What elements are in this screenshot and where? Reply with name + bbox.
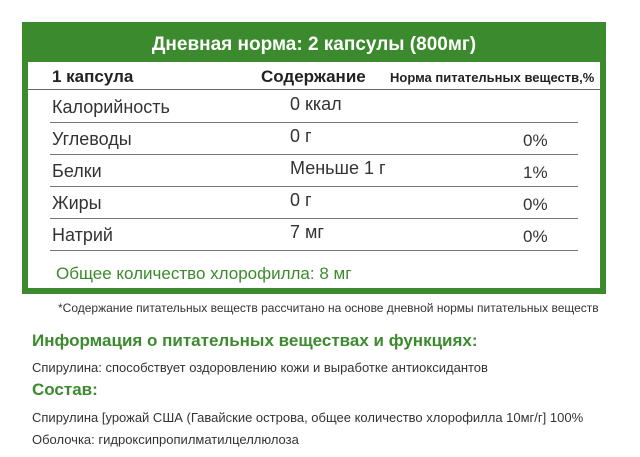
- composition-line: Оболочка: гидроксипропилматилцеллюлоза: [32, 432, 299, 447]
- table-row: [50, 187, 578, 219]
- nutrition-facts-panel: [22, 22, 606, 294]
- info-heading: Информация о питательных веществах и функциях:: [32, 331, 478, 350]
- facts-title: Дневная норма: 2 капсулы (800мг): [28, 28, 600, 62]
- nutrient-name: Жиры: [52, 193, 102, 213]
- info-text: Спирулина: способствует оздоровлению кожи и выработке антиоксидантов: [32, 360, 488, 375]
- nutrient-amount: Меньше 1 г: [290, 158, 386, 178]
- chlorophyll-total: Общее количество хлорофилла: 8 мг: [56, 264, 352, 283]
- nutrient-percent: 0%: [523, 131, 548, 150]
- header-serving: 1 капсула: [52, 67, 134, 86]
- nutrient-name: Натрий: [52, 225, 113, 245]
- nutrient-amount: 0 ккал: [290, 94, 342, 114]
- facts-header-row: [28, 62, 600, 90]
- nutrient-name: Углеводы: [52, 129, 132, 149]
- nutrient-amount: 0 г: [290, 190, 312, 210]
- table-row: [50, 219, 578, 251]
- nutrient-name: Белки: [52, 161, 102, 181]
- nutrient-amount: 0 г: [290, 126, 312, 146]
- nutrient-amount: 7 мг: [290, 222, 324, 242]
- table-row: [50, 91, 578, 123]
- table-row: [50, 155, 578, 187]
- nutrient-name: Калорийность: [52, 97, 170, 117]
- header-amount: Содержание: [261, 67, 366, 86]
- footnote: *Содержание питательных веществ рассчитано на основе дневной нормы питательных веществ: [58, 301, 599, 315]
- header-daily-value: Норма питательных веществ,%: [390, 70, 595, 85]
- nutrient-percent: 1%: [523, 163, 548, 182]
- composition-heading: Состав:: [32, 380, 98, 399]
- nutrient-percent: 0%: [523, 195, 548, 214]
- nutrient-percent: 0%: [523, 227, 548, 246]
- composition-line: Спирулина [урожай США (Гавайские острова, общее количество хлорофилла 10мг/г] 100%: [32, 410, 584, 425]
- table-row: [50, 123, 578, 155]
